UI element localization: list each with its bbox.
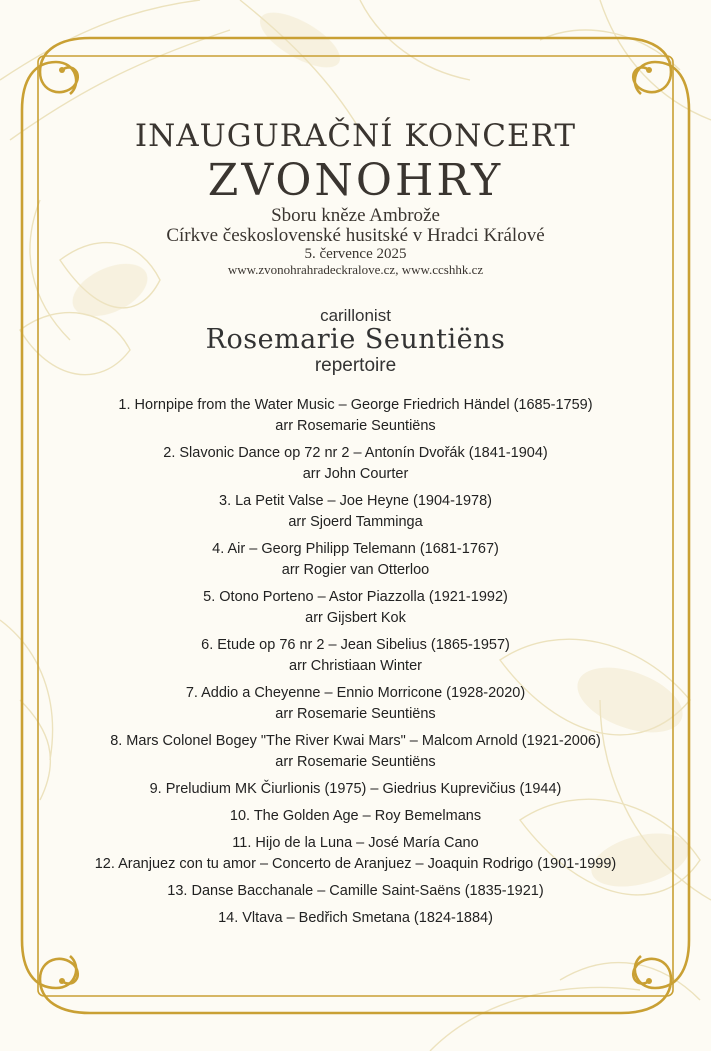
repertoire-item-2 xyxy=(60,443,651,485)
piece-title: 2. Slavonic Dance op 72 nr 2 – Antonín Dvořák (1841-1904) xyxy=(163,445,548,461)
organizer-line-1: Sboru kněze Ambrože xyxy=(271,205,440,226)
concert-title: INAUGURAČNÍ KONCERT xyxy=(134,118,577,154)
piece-arranger: arr Rosemarie Seuntiëns xyxy=(275,418,436,434)
concert-date: 5. července 2025 xyxy=(304,246,407,262)
repertoire-item-6 xyxy=(60,635,651,677)
repertoire-item-5 xyxy=(60,587,651,629)
piece-title: 4. Air – Georg Philipp Telemann (1681-1767) xyxy=(212,541,499,557)
piece-title: 13. Danse Bacchanale – Camille Saint-Saëns (1835-1921) xyxy=(167,883,544,899)
piece-title: 5. Otono Porteno – Astor Piazzolla (1921-1992) xyxy=(203,589,508,605)
repertoire-item-4 xyxy=(60,539,651,581)
piece-title: 3. La Petit Valse – Joe Heyne (1904-1978) xyxy=(219,493,492,509)
piece-title: 6. Etude op 76 nr 2 – Jean Sibelius (1865-1957) xyxy=(201,637,510,653)
repertoire-item-14 xyxy=(60,908,651,929)
performer-role: carillonist xyxy=(320,306,391,325)
piece-title: 14. Vltava – Bedřich Smetana (1824-1884) xyxy=(218,910,493,926)
repertoire-item-7 xyxy=(60,683,651,725)
concert-programme xyxy=(60,112,651,935)
repertoire-item-12 xyxy=(60,854,651,875)
repertoire-item-10 xyxy=(60,806,651,827)
repertoire-item-8 xyxy=(60,731,651,773)
repertoire-item-11 xyxy=(60,833,651,854)
websites: www.zvonohrahradeckralove.cz, www.ccshhk.cz xyxy=(227,262,484,277)
piece-arranger: arr Gijsbert Kok xyxy=(305,610,406,626)
piece-title: 8. Mars Colonel Bogey "The River Kwai Mars" – Malcom Arnold (1921-2006) xyxy=(110,733,601,749)
piece-arranger: arr Sjoerd Tamminga xyxy=(288,514,423,530)
piece-title: 11. Hijo de la Luna – José María Cano xyxy=(232,835,479,851)
piece-title: 9. Preludium MK Čiurlionis (1975) – Giedrius Kuprevičius (1944) xyxy=(149,781,562,797)
piece-arranger: arr John Courter xyxy=(302,466,409,482)
concert-title-main: ZVONOHRY xyxy=(207,155,504,206)
piece-arranger: arr Rosemarie Seuntiëns xyxy=(275,706,436,722)
repertoire-item-9 xyxy=(60,779,651,800)
repertoire-item-13 xyxy=(60,881,651,902)
repertoire-item-1 xyxy=(60,395,651,437)
piece-title: 7. Addio a Cheyenne – Ennio Morricone (1928-2020) xyxy=(185,685,526,701)
piece-arranger: arr Christiaan Winter xyxy=(289,658,422,674)
piece-title: 1. Hornpipe from the Water Music – George Friedrich Händel (1685-1759) xyxy=(118,397,593,413)
piece-arranger: arr Rogier van Otterloo xyxy=(281,562,430,578)
piece-arranger: arr Rosemarie Seuntiëns xyxy=(275,754,436,770)
organizer-line-2: Církve československé husitské v Hradci Králové xyxy=(166,225,545,246)
piece-title: 10. The Golden Age – Roy Bemelmans xyxy=(229,808,482,824)
repertoire-item-3 xyxy=(60,491,651,533)
performer-name: Rosemarie Seuntiëns xyxy=(205,324,506,355)
repertoire-heading: repertoire xyxy=(314,355,397,376)
piece-title: 12. Aranjuez con tu amor – Concerto de Aranjuez – Joaquin Rodrigo (1901-1999) xyxy=(94,856,617,872)
